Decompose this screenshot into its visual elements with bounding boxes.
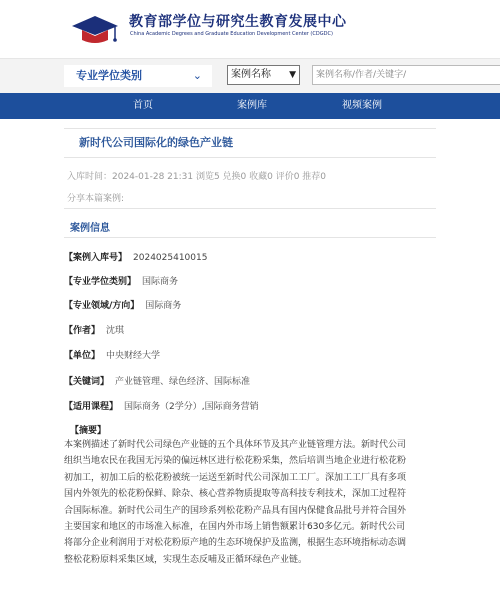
abstract-text: 本案例描述了新时代公司绿色产业链的五个具体环节及其产业链管理方法。新时代公司组织当地农民在我国无污染的偏远林区进行松花粉采集，然后培训当地企业进行松花粉初加工，初加工后的松花粉被统一运送至新时代公司深加工工厂。深加工工厂具有多项国内外领先的松花粉保鲜、除杂、核心营养物质提取等高科技专利技术，深加工过程符合国际标准。新时代公司生产的国珍系列松花粉产品具有国内保健食品批号并符合国外主要国家和地区的市场准入标准，在国内外市场上销售额累计630多亿元。新时代公司将部分企业利润用于对松花粉原产地的生态环境保护及监测，根据生态环境指标动态调整松花粉原料采集区域，实现生态反哺及正循环绿色产业链。 xyxy=(64,440,407,565)
site-header xyxy=(0,0,500,58)
search-input[interactable]: 案例名称/作者/关键字/ xyxy=(312,65,500,85)
field-value: 沈琪 xyxy=(106,326,125,336)
field-row-author xyxy=(64,323,124,336)
section-title: 案例信息 xyxy=(70,223,110,234)
field-value: 2024025410015 xyxy=(133,253,208,263)
divider xyxy=(64,128,436,129)
search-field-select[interactable] xyxy=(227,65,300,85)
field-key: 【专业领域/方向】 xyxy=(64,301,140,311)
degree-category-label: 专业学位类别 xyxy=(76,69,142,82)
main-nav xyxy=(0,93,500,119)
field-row-keywords xyxy=(64,374,250,387)
divider xyxy=(64,208,436,209)
degree-category-dropdown[interactable] xyxy=(64,65,212,87)
chevron-down-icon: ⌄ xyxy=(192,69,202,82)
field-row-degree-category xyxy=(64,274,178,287)
field-value: 产业链管理、绿色经济、国际标准 xyxy=(115,377,251,387)
divider xyxy=(64,237,436,238)
field-key: 【作者】 xyxy=(64,326,101,336)
share-label[interactable]: 分享本篇案例: xyxy=(67,194,125,204)
field-row-course xyxy=(64,399,259,412)
nav-home[interactable]: 首页 xyxy=(133,100,153,111)
field-value: 国际商务 xyxy=(142,277,179,287)
divider xyxy=(64,157,436,158)
field-key: 【案例入库号】 xyxy=(64,253,128,263)
field-value: 国际商务（2学分）,国际商务营销 xyxy=(124,402,259,412)
search-field-value: 案例名称 xyxy=(231,69,271,80)
field-key: 【关键词】 xyxy=(64,377,110,387)
case-title: 新时代公司国际化的绿色产业链 xyxy=(79,136,233,149)
field-value: 中央财经大学 xyxy=(106,351,161,361)
org-name-en: China Academic Degrees and Graduate Education Development Center (CDGDC) xyxy=(130,31,333,37)
abstract-label: 【摘要】 xyxy=(70,426,107,436)
case-meta: 入库时间：2024-01-28 21:31 浏览5 兑换0 收藏0 评价0 推荐0 xyxy=(67,172,327,182)
chevron-down-icon: ▼ xyxy=(289,70,296,80)
nav-video-cases[interactable]: 视频案例 xyxy=(342,100,382,111)
field-key: 【专业学位类别】 xyxy=(64,277,137,287)
field-row-field-direction xyxy=(64,298,181,311)
mortarboard-icon[interactable] xyxy=(68,10,122,48)
org-name-cn[interactable]: 教育部学位与研究生教育发展中心 xyxy=(129,14,347,30)
field-row-case-id xyxy=(64,250,207,263)
search-bar xyxy=(0,58,500,93)
field-key: 【适用课程】 xyxy=(64,402,119,412)
field-row-institution xyxy=(64,348,160,361)
nav-case-library[interactable]: 案例库 xyxy=(237,100,267,111)
field-key: 【单位】 xyxy=(64,351,101,361)
field-value: 国际商务 xyxy=(145,301,182,311)
